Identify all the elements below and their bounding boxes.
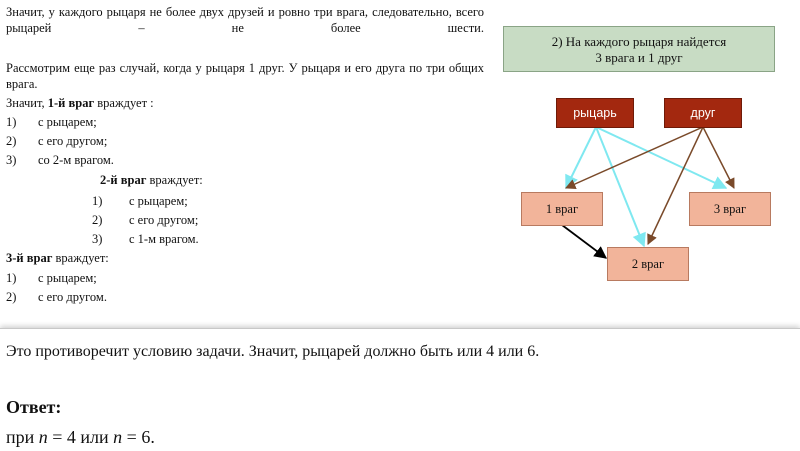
node-enemy-2-label: 2 враг xyxy=(631,257,665,271)
arrow-friend-enemy2 xyxy=(648,127,703,244)
arrow-enemy1-enemy2 xyxy=(562,225,606,258)
node-enemy-1 xyxy=(521,192,603,226)
condition-line-2: 3 врага и 1 друг xyxy=(595,50,683,65)
answer-text: при n = 4 или n = 6. xyxy=(6,427,155,447)
node-friend xyxy=(664,98,742,128)
third-enemy-heading: 3-й враг враждует: xyxy=(6,251,109,265)
answer-heading: Ответ: xyxy=(6,397,62,417)
node-enemy-3 xyxy=(689,192,771,226)
first-enemy-heading: Значит, 1-й враг враждует : xyxy=(6,96,154,110)
arrow-knight-enemy3 xyxy=(596,127,726,188)
second-enemy-heading: 2-й враг враждует: xyxy=(100,173,203,187)
node-friend-label: друг xyxy=(690,106,716,120)
conclusion-panel xyxy=(0,328,800,451)
node-enemy-2 xyxy=(607,247,689,281)
condition-line-1: 2) На каждого рыцаря найдется xyxy=(551,34,727,49)
paragraph-case: Рассмотрим еще раз случай, когда у рыцаря 1 друг. У рыцаря и его друга по три общих врага. xyxy=(6,61,484,91)
node-knight-label: рыцарь xyxy=(573,106,617,120)
arrow-friend-enemy1 xyxy=(566,127,703,188)
node-enemy-1-label: 1 враг xyxy=(545,202,579,216)
arrow-knight-enemy1 xyxy=(566,127,596,188)
conclusion-text: Это противоречит условию задачи. Значит, рыцарей должно быть или 4 или 6. xyxy=(6,343,540,360)
arrow-knight-enemy2 xyxy=(596,127,644,246)
paragraph-intro: Значит, у каждого рыцаря не более двух друзей и ровно три врага, следовательно, всего рыцарей – не более шести. xyxy=(6,5,484,35)
node-enemy-3-label: 3 враг xyxy=(713,202,747,216)
node-knight xyxy=(556,98,634,128)
